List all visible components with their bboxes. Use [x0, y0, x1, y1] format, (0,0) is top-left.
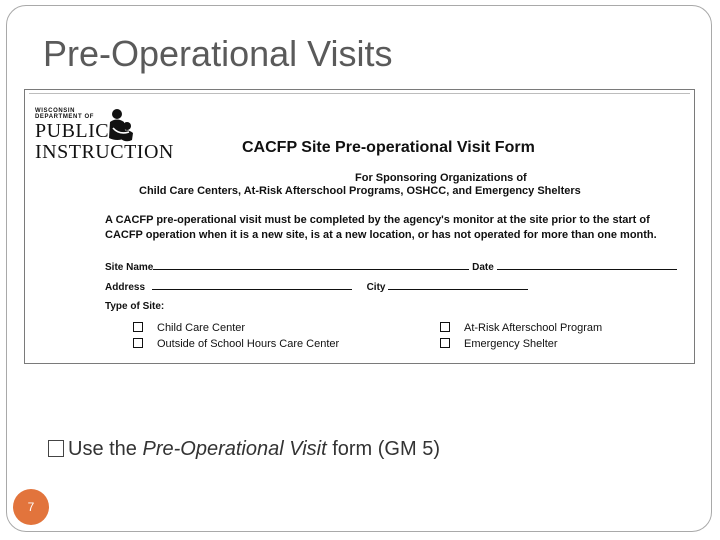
form-intro — [105, 213, 657, 243]
option-label: Child Care Center — [157, 322, 246, 334]
city-line — [388, 280, 528, 290]
checkbox-icon — [440, 338, 450, 348]
logo-public: PUBLIC — [35, 120, 110, 142]
mother-child-icon — [105, 108, 137, 146]
bullet-point — [48, 438, 440, 461]
dpi-logo — [35, 108, 174, 164]
form-intro-line-2: CACFP operation when it is a new site, is at a new location, or has not operated for more than one month. — [105, 229, 657, 241]
form-image — [24, 89, 695, 364]
date-label: Date — [472, 262, 494, 273]
option-oshcc — [133, 338, 339, 350]
option-label: Outside of School Hours Care Center — [157, 338, 340, 350]
bullet-italic: Pre-Operational Visit — [142, 438, 327, 460]
option-at-risk-afterschool — [440, 322, 602, 334]
form-subtitle-2: Child Care Centers, At-Risk Afterschool Programs, OSHCC, and Emergency Shelters — [139, 185, 581, 197]
logo-instruction: INSTRUCTION — [35, 141, 174, 163]
address-label: Address — [105, 282, 146, 293]
slide-title: Pre-Operational Visits — [43, 33, 393, 74]
form-subtitle-1: For Sponsoring Organizations of — [355, 172, 527, 184]
site-name-row — [105, 260, 677, 273]
checkbox-icon — [440, 322, 450, 332]
form-top-rule — [29, 93, 690, 94]
option-emergency-shelter — [440, 338, 558, 350]
city-label: City — [366, 282, 386, 293]
form-title: CACFP Site Pre-operational Visit Form — [242, 139, 535, 156]
date-line — [497, 260, 677, 270]
form-intro-line-1: A CACFP pre-operational visit must be completed by the agency's monitor at the site prior to the start of — [105, 214, 650, 226]
bullet-box-icon — [48, 440, 64, 457]
page-number-badge — [13, 489, 49, 525]
type-of-site-label: Type of Site: — [105, 301, 165, 312]
logo-line-wisconsin: WISCONSIN — [35, 108, 76, 114]
page-number: 7 — [27, 500, 35, 514]
checkbox-icon — [133, 322, 143, 332]
option-child-care-center — [133, 322, 245, 334]
address-row — [105, 280, 528, 293]
option-label: Emergency Shelter — [464, 338, 558, 350]
option-label: At-Risk Afterschool Program — [464, 322, 603, 334]
address-line — [152, 280, 352, 290]
bullet-suffix: form (GM 5) — [326, 438, 440, 460]
checkbox-icon — [133, 338, 143, 348]
site-name-label: Site Name — [105, 262, 154, 273]
logo-line-department: DEPARTMENT OF — [35, 114, 95, 120]
bullet-prefix: Use the — [68, 438, 143, 460]
site-name-line — [153, 260, 469, 270]
logo-small-text — [35, 108, 97, 120]
